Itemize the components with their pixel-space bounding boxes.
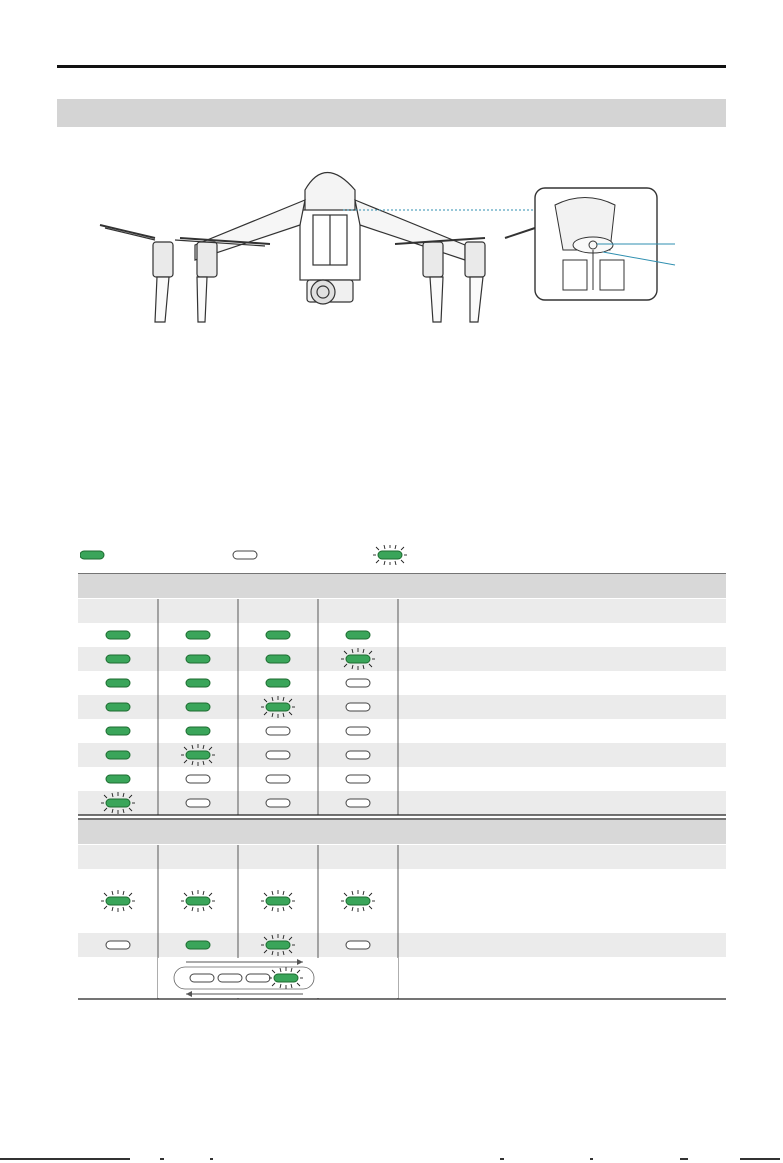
led-off-icon bbox=[346, 703, 370, 711]
led-solid-icon bbox=[346, 631, 370, 639]
table-header-row bbox=[78, 599, 726, 623]
led-blinking-icon bbox=[373, 545, 407, 565]
led-off-icon bbox=[346, 799, 370, 807]
led-blinking-icon bbox=[101, 890, 135, 912]
led-off-icon bbox=[346, 941, 370, 949]
led-off-icon bbox=[346, 751, 370, 759]
led-solid-icon bbox=[186, 703, 210, 711]
led-off-icon bbox=[186, 799, 210, 807]
battery-led-table bbox=[78, 573, 726, 1057]
table-row bbox=[158, 957, 398, 999]
led-solid-icon bbox=[186, 655, 210, 663]
led-solid-icon bbox=[106, 751, 130, 759]
led-off-icon bbox=[346, 679, 370, 687]
led-off-icon bbox=[246, 974, 270, 982]
table-row bbox=[78, 647, 726, 671]
header-rule bbox=[57, 65, 726, 68]
led-off-icon bbox=[266, 751, 290, 759]
led-solid-icon bbox=[106, 679, 130, 687]
led-off-icon bbox=[266, 775, 290, 783]
led-blinking-icon bbox=[261, 890, 295, 912]
aircraft-front-view bbox=[100, 173, 535, 323]
led-solid-icon bbox=[106, 703, 130, 711]
led-solid-icon bbox=[80, 551, 104, 559]
table-row bbox=[106, 671, 398, 695]
table-title-row bbox=[78, 574, 726, 598]
led-solid-icon bbox=[106, 655, 130, 663]
led-solid-icon bbox=[266, 655, 290, 663]
table-row bbox=[106, 767, 398, 791]
led-solid-icon bbox=[186, 727, 210, 735]
table-row bbox=[106, 623, 398, 647]
section-title-bar bbox=[57, 99, 726, 127]
led-off-icon bbox=[106, 941, 130, 949]
led-solid-icon bbox=[186, 631, 210, 639]
led-legend bbox=[80, 545, 480, 565]
led-off-icon bbox=[266, 727, 290, 735]
led-blinking-icon bbox=[341, 890, 375, 912]
table-header-row bbox=[78, 845, 726, 869]
led-off-icon bbox=[346, 775, 370, 783]
battery-status-section bbox=[78, 819, 726, 999]
table-row bbox=[78, 743, 726, 767]
led-off-icon bbox=[266, 799, 290, 807]
led-off-icon bbox=[346, 727, 370, 735]
battery-level-section bbox=[78, 573, 726, 815]
led-solid-icon bbox=[186, 679, 210, 687]
led-off-icon bbox=[218, 974, 242, 982]
table-row bbox=[106, 719, 398, 743]
table-row bbox=[78, 933, 726, 957]
led-off-icon bbox=[233, 551, 257, 559]
led-solid-icon bbox=[186, 941, 210, 949]
table-row bbox=[78, 791, 726, 815]
led-solid-icon bbox=[106, 631, 130, 639]
table-title-row bbox=[78, 820, 726, 844]
bottom-crop-strip bbox=[0, 1156, 783, 1163]
led-solid-icon bbox=[106, 775, 130, 783]
led-off-icon bbox=[190, 974, 214, 982]
led-off-icon bbox=[186, 775, 210, 783]
led-solid-icon bbox=[266, 679, 290, 687]
table-row bbox=[78, 695, 726, 719]
led-solid-icon bbox=[106, 727, 130, 735]
table-row bbox=[101, 869, 398, 933]
led-blinking-icon bbox=[181, 890, 215, 912]
led-solid-icon bbox=[266, 631, 290, 639]
aircraft-illustration bbox=[85, 150, 685, 335]
